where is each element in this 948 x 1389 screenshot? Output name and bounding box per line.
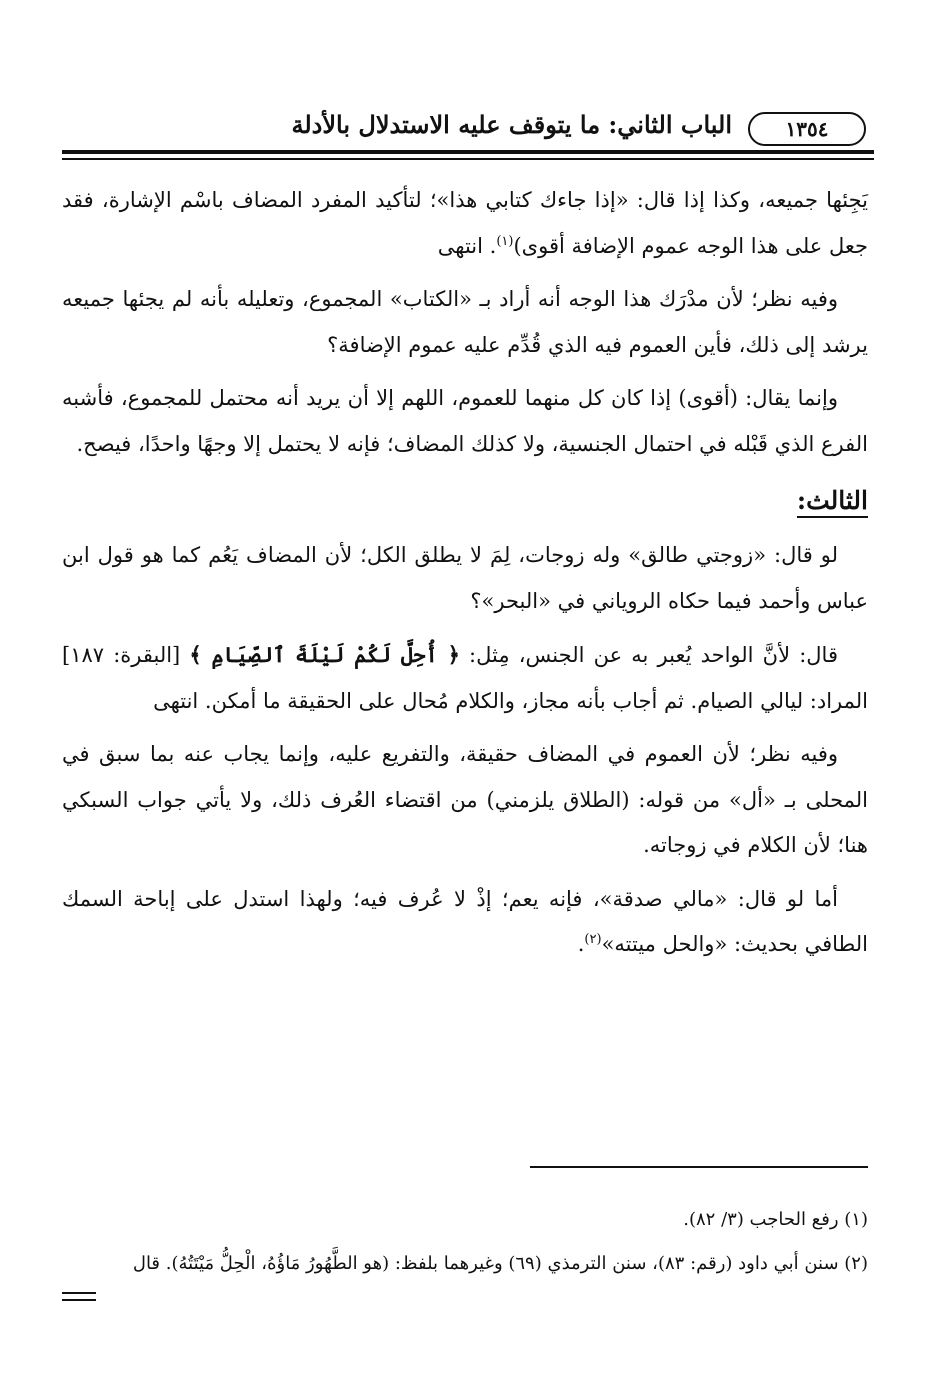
footnotes	[62, 1198, 868, 1286]
paragraph-text: لو قال: «زوجتي طالق» وله زوجات، لِمَ لا يطلق الكل؛ لأن المضاف يَعُم كما هو قول ابن عباس وأحمد فيما حكاه الروياني في «البحر»؟	[62, 543, 868, 613]
page-number: ١٣٥٤	[785, 117, 829, 141]
paragraph-2	[62, 277, 868, 368]
paragraph-text: وفيه نظر؛ لأن مدْرَك هذا الوجه أنه أراد بـ «الكتاب» المجموع، وتعليله بأنه لم يجئها جميعه يرشد إلى ذلك، فأين العموم فيه الذي قُدِّم عليه عموم الإضافة؟	[62, 287, 868, 357]
header-rule-thin	[62, 158, 874, 160]
page-number-badge	[748, 112, 866, 146]
section-heading	[62, 479, 868, 523]
header-rule-thick	[62, 150, 874, 154]
paragraph-text: يَجِئها جميعه، وكذا إذا قال: «إذا جاءك كتابي هذا»؛ لتأكيد المفرد المضاف باسْم الإشارة، فقد جعل على هذا الوجه عموم الإضافة أقوى)	[62, 188, 868, 258]
continuation-mark	[62, 1292, 96, 1301]
paragraph-text: قال: لأنَّ الواحد يُعبر به عن الجنس، مِثل:	[459, 643, 838, 667]
paragraph-5	[62, 632, 868, 724]
running-header	[62, 102, 874, 142]
footnote-separator	[530, 1166, 868, 1168]
section-heading-text: الثالث:	[797, 486, 868, 518]
paragraph-tail: [البقرة: ١٨٧] المراد: ليالي الصيام. ثم أجاب بأنه مجاز، والكلام مُحال على الحقيقة ما أمكن. انتهى	[62, 643, 868, 713]
paragraph-7	[62, 877, 868, 968]
footnote-ref-2[interactable]: (٢)	[584, 932, 602, 947]
paragraph-tail: . انتهى	[437, 233, 497, 258]
paragraph-text: أما لو قال: «مالي صدقة»، فإنه يعم؛ إذْ لا عُرف فيه؛ ولهذا استدل على إباحة السمك الطافي بحديث: «والحل ميتته»	[62, 886, 868, 956]
footnote-ref-1[interactable]: (١)	[496, 233, 514, 249]
paragraph-text: وفيه نظر؛ لأن العموم في المضاف حقيقة، والتفريع عليه، وإنما يجاب عنه بما سبق في المحلى بـ «أل» من قوله: (الطلاق يلزمني) من اقتضاء العُرف ذلك، ولا يأتي جواب السبكي هنا؛ لأن الكلام في زوجاته.	[62, 742, 868, 857]
quran-verse: ﴿ أُحِلَّ لَكُمْ لَيْلَةَ ٱلصِّيَامِ ﴾	[189, 642, 460, 667]
chapter-title: الباب الثاني: ما يتوقف عليه الاستدلال بالأدلة	[291, 110, 732, 139]
paragraph-1	[62, 178, 868, 269]
paragraph-3	[62, 376, 868, 467]
paragraph-6	[62, 732, 868, 869]
paragraph-4	[62, 533, 868, 624]
footnote-1: (١) رفع الحاجب (٣/ ٨٢).	[683, 1209, 868, 1230]
body-text	[62, 178, 868, 976]
footnote-2: (٢) سنن أبي داود (رقم: ٨٣)، سنن الترمذي (٦٩) وغيرهما بلفظ: (هو الطَّهُورُ مَاؤُهُ، الْحِلُّ مَيْتَتُهُ). قال	[132, 1253, 868, 1274]
paragraph-text: وإنما يقال: (أقوى) إذا كان كل منهما للعموم، اللهم إلا أن يريد أنه محتمل للمجموع، فأشبه الفرع الذي قَبْله في احتمال الجنسية، ولا كذلك المضاف؛ فإنه لا يحتمل إلا وجهًا واحدًا، فيصح.	[62, 386, 868, 456]
paragraph-tail: .	[577, 932, 585, 956]
